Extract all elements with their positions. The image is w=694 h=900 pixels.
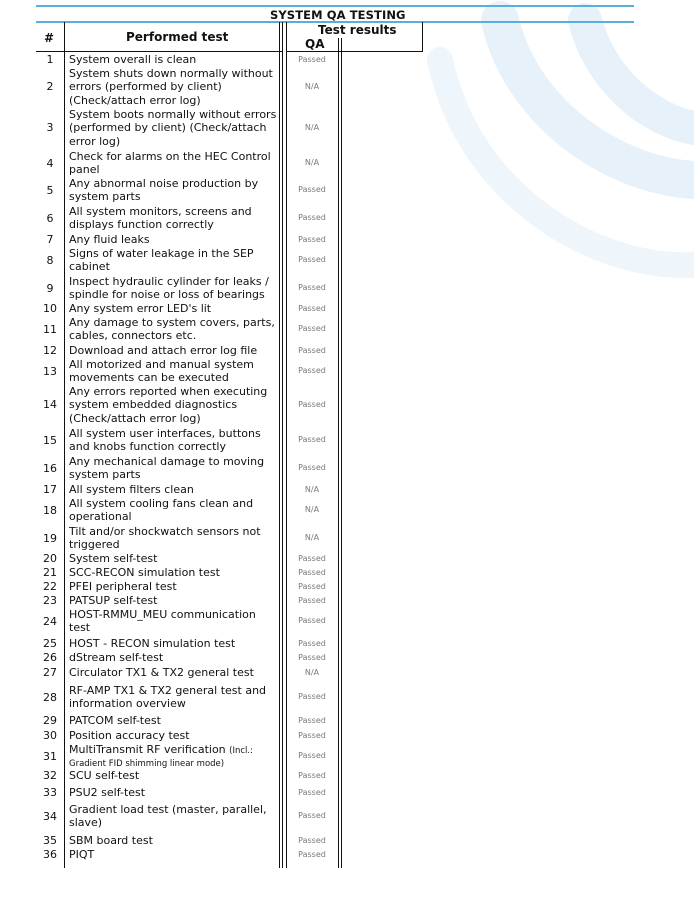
row-qa-result: Passed [298, 849, 326, 859]
table-row [0, 53, 694, 66]
row-test-label: PATCOM self-test [69, 714, 161, 727]
row-performed-test [69, 803, 277, 830]
table-row [0, 483, 694, 496]
row-performed-test [69, 275, 277, 302]
table-row [0, 786, 694, 799]
row-qa-result: Passed [298, 715, 326, 725]
row-qa-result: Passed [298, 581, 326, 591]
row-test-label: All motorized and manual system movements can be executed [69, 358, 254, 385]
row-number: 34 [43, 809, 57, 823]
header-rule [36, 51, 282, 52]
row-qa-result: Passed [298, 567, 326, 577]
row-qa-result: Passed [298, 255, 326, 265]
table-row [0, 455, 694, 482]
table-row [0, 651, 694, 664]
table-row [0, 205, 694, 232]
row-performed-test [69, 177, 277, 204]
row-performed-test [69, 848, 277, 861]
row-qa-result: Passed [298, 345, 326, 355]
row-performed-test [69, 483, 277, 496]
row-qa-result: Passed [298, 213, 326, 223]
table-row [0, 316, 694, 343]
row-number: 12 [43, 344, 57, 357]
table-row [0, 834, 694, 847]
table-row [0, 769, 694, 782]
row-number: 30 [43, 729, 57, 742]
table-row [0, 150, 694, 177]
row-qa-result: Passed [298, 553, 326, 563]
row-qa-result: N/A [304, 533, 320, 543]
row-number: 23 [43, 594, 57, 607]
row-number: 1 [46, 53, 54, 66]
row-test-label: Any damage to system covers, parts, cables, connectors etc. [69, 316, 275, 343]
row-performed-test [69, 651, 277, 664]
row-test-label: Any abnormal noise production by system parts [69, 177, 259, 204]
row-test-label: RF-AMP TX1 & TX2 general test and information overview [69, 684, 267, 711]
row-number: 28 [43, 690, 57, 704]
row-performed-test [69, 108, 277, 148]
row-test-label: Position accuracy test [69, 729, 190, 742]
row-test-label: MultiTransmit RF verification [69, 743, 226, 756]
row-number: 11 [43, 322, 57, 336]
row-performed-test [69, 205, 277, 232]
row-qa-result: Passed [298, 787, 326, 797]
row-number: 15 [43, 433, 57, 447]
row-test-label: All system filters clean [69, 483, 194, 496]
table-row [0, 385, 694, 425]
row-test-label: System boots normally without errors (performed by client) (Check/attach error log) [69, 108, 277, 148]
row-qa-result: N/A [304, 484, 320, 494]
table-row [0, 177, 694, 204]
row-qa-result: Passed [298, 811, 326, 821]
row-performed-test [69, 247, 277, 274]
table-row [0, 580, 694, 593]
row-qa-result: Passed [298, 54, 326, 64]
row-number: 31 [43, 749, 57, 763]
row-qa-result: Passed [298, 303, 326, 313]
row-performed-test [69, 594, 277, 607]
row-qa-result: N/A [304, 82, 320, 92]
row-number: 13 [43, 364, 57, 378]
table-row [0, 743, 694, 770]
row-test-label: Signs of water leakage in the SEP cabinet [69, 247, 254, 274]
row-qa-result: Passed [298, 324, 326, 334]
table-row [0, 233, 694, 246]
row-number: 9 [46, 281, 54, 295]
row-test-label: Any mechanical damage to moving system parts [69, 455, 265, 482]
row-performed-test [69, 358, 277, 385]
row-qa-result: N/A [304, 667, 320, 677]
table-row [0, 525, 694, 552]
row-performed-test [69, 566, 277, 579]
row-test-label: Circulator TX1 & TX2 general test [69, 666, 254, 679]
table-row [0, 108, 694, 148]
row-qa-result: Passed [298, 185, 326, 195]
row-performed-test [69, 684, 277, 711]
row-qa-result: Passed [298, 770, 326, 780]
row-test-label: HOST-RMMU_MEU communication test [69, 608, 256, 635]
row-test-label: PSU2 self-test [69, 786, 146, 799]
table-row [0, 358, 694, 385]
row-qa-result: N/A [304, 123, 320, 133]
row-test-label: All system monitors, screens and displays function correctly [69, 205, 252, 232]
row-qa-result: Passed [298, 652, 326, 662]
table-row [0, 608, 694, 635]
table-row [0, 427, 694, 454]
table-row [0, 684, 694, 711]
row-number: 4 [46, 156, 54, 170]
row-test-label: All system cooling fans clean and operational [69, 497, 254, 524]
table-row [0, 344, 694, 357]
table-row [0, 714, 694, 727]
row-qa-result: Passed [298, 234, 326, 244]
row-performed-test [69, 834, 277, 847]
row-qa-result: Passed [298, 366, 326, 376]
row-test-label: SCU self-test [69, 769, 140, 782]
table-row [0, 637, 694, 650]
row-test-label: PFEI peripheral test [69, 580, 177, 593]
row-number: 18 [43, 503, 57, 517]
row-performed-test [69, 580, 277, 593]
row-qa-result: Passed [298, 435, 326, 445]
row-number: 32 [43, 769, 57, 782]
table-row [0, 302, 694, 315]
row-performed-test [69, 455, 277, 482]
table-row [0, 848, 694, 861]
row-number: 27 [43, 666, 57, 679]
header-test-results: Test results [318, 23, 397, 37]
row-number: 8 [46, 253, 54, 267]
row-test-label: All system user interfaces, buttons and knobs function correctly [69, 427, 261, 454]
table-row [0, 275, 694, 302]
row-number: 33 [43, 786, 57, 799]
table-row [0, 552, 694, 565]
row-number: 7 [46, 233, 54, 246]
row-number: 6 [46, 211, 54, 225]
row-performed-test [69, 525, 277, 552]
row-performed-test [69, 67, 277, 107]
row-number: 35 [43, 834, 57, 847]
row-qa-result: Passed [298, 638, 326, 648]
row-qa-result: Passed [298, 595, 326, 605]
row-test-label: System self-test [69, 552, 158, 565]
row-qa-result: Passed [298, 616, 326, 626]
row-number: 36 [43, 848, 57, 861]
row-test-label: PIQT [69, 848, 95, 861]
row-number: 10 [43, 302, 57, 315]
row-qa-result: N/A [304, 158, 320, 168]
row-performed-test [69, 53, 277, 66]
title-rule-top [36, 5, 634, 7]
row-number: 25 [43, 637, 57, 650]
page-title: SYSTEM QA TESTING [270, 8, 406, 22]
row-number: 24 [43, 614, 57, 628]
row-number: 16 [43, 461, 57, 475]
row-performed-test [69, 427, 277, 454]
row-number: 5 [46, 183, 54, 197]
row-number: 26 [43, 651, 57, 664]
row-test-label: System shuts down normally without errors (performed by client) (Check/attach error log) [69, 67, 273, 107]
table-row [0, 594, 694, 607]
row-performed-test [69, 729, 277, 742]
table-row [0, 247, 694, 274]
row-number: 29 [43, 714, 57, 727]
row-test-label: dStream self-test [69, 651, 164, 664]
row-number: 3 [46, 121, 54, 135]
row-qa-result: Passed [298, 400, 326, 410]
row-test-label: SCC-RECON simulation test [69, 566, 220, 579]
row-qa-result: Passed [298, 835, 326, 845]
row-number: 14 [43, 398, 57, 412]
row-performed-test [69, 150, 277, 177]
row-test-label: PATSUP self-test [69, 594, 158, 607]
header-rule-results [286, 51, 422, 52]
row-performed-test [69, 497, 277, 524]
row-performed-test [69, 637, 277, 650]
row-qa-result: Passed [298, 283, 326, 293]
row-test-label: Inspect hydraulic cylinder for leaks / spindle for noise or loss of bearings [69, 275, 269, 302]
column-divider-results-right [422, 22, 423, 52]
row-performed-test [69, 552, 277, 565]
row-performed-test [69, 316, 277, 343]
row-performed-test [69, 302, 277, 315]
table-row [0, 497, 694, 524]
table-row [0, 67, 694, 107]
row-performed-test [69, 769, 277, 782]
row-test-label: Gradient load test (master, parallel, slave) [69, 803, 267, 830]
row-performed-test [69, 786, 277, 799]
row-test-label: Any errors reported when executing system embedded diagnostics (Check/attach error log) [69, 385, 268, 425]
row-test-label: Any fluid leaks [69, 233, 150, 246]
row-number: 21 [43, 566, 57, 579]
row-qa-result: Passed [298, 730, 326, 740]
header-performed-test: Performed test [126, 30, 229, 44]
row-test-label: Tilt and/or shockwatch sensors not triggered [69, 525, 261, 552]
row-number: 20 [43, 552, 57, 565]
row-performed-test [69, 743, 277, 770]
row-performed-test [69, 385, 277, 425]
header-number: # [44, 31, 55, 45]
row-test-label: Check for alarms on the HEC Control panel [69, 150, 271, 177]
row-test-label: System overall is clean [69, 53, 197, 66]
row-performed-test [69, 344, 277, 357]
row-qa-result: Passed [298, 463, 326, 473]
row-qa-result: Passed [298, 751, 326, 761]
row-qa-result: Passed [298, 692, 326, 702]
header-qa: QA [305, 37, 325, 51]
table-row [0, 803, 694, 830]
table-row [0, 729, 694, 742]
row-performed-test [69, 233, 277, 246]
table-row [0, 666, 694, 679]
table-row [0, 566, 694, 579]
row-qa-result: N/A [304, 505, 320, 515]
row-number: 2 [46, 80, 54, 94]
row-performed-test [69, 714, 277, 727]
row-test-label: Download and attach error log file [69, 344, 258, 357]
row-test-note: (Incl.: Gradient FID shimming linear mode) [69, 746, 253, 770]
row-number: 19 [43, 531, 57, 545]
row-number: 22 [43, 580, 57, 593]
row-test-label: SBM board test [69, 834, 153, 847]
row-test-label: Any system error LED's lit [69, 302, 212, 315]
row-number: 17 [43, 483, 57, 496]
row-test-label: HOST - RECON simulation test [69, 637, 236, 650]
row-performed-test [69, 608, 277, 635]
row-performed-test [69, 666, 277, 679]
